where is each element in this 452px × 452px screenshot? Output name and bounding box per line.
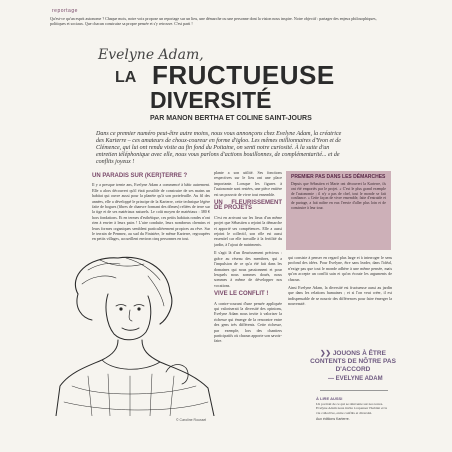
sidebar-box [286,171,391,250]
section-label: reportage [52,8,78,14]
title-kicker: Evelyne Adam, [98,47,204,63]
paragraph: plante a son utilité. Ses fonctions respectives sur le lieu ont une place importante. Lorsque les figures à l'autonomie sont restées, une pièce entière est un pouvoir de vivre tout ensemble. [214,170,282,197]
read-more-heading: À LIRE AUSSI [316,396,343,401]
pull-quote: ❯❯ JOUONS À ÊTRE CONTENTS DE NÔTRE PAS D'ACCORD [310,350,396,373]
pull-quote-author: — EVELYNE ADAM [328,376,383,382]
read-more-footer: Aux éditions Karterre. [316,417,350,421]
paragraph: qui consiste à penser en regard plus large et à interroger le sens profond des idées. Pour Evelyne, être sans leader, dans l'idéal, n'exige pas que tout le monde adhère à une même pensée, mais qu'on accepte un conflit sain et qu'on écoute les arguments de chacun. [288,255,392,282]
page-title: FRUCTUEUSE [152,60,335,90]
paragraph: Ainsi Evelyne Adam, la diversité est fructueuse aussi au jardin que dans les relations humaines ; et si l'on veut créer, il est indispensable de se nourrir des différences pour faire émerger la nouveauté. [288,285,392,307]
heading-projets: UN FLEURISSEMENT DE PROJETS [214,200,282,212]
paragraph: A contre-courant d'une pensée appliquée qui valoriserait la diversité des opinions, Evelyne Adam nous invite à valoriser la richesse qui émerge de la rencontre entre des gens très différents. Cette richesse, par exemple, lors des chantiers participatifs où chacun apporte son savoir-faire. [214,300,282,344]
divider [320,390,388,391]
heading-paradis: UN PARADIS SUR (KER)TERRE ? [92,173,188,179]
photo-credit: © Caroline Roussel [176,418,207,422]
standfirst: Dans ce premier numéro peut-être autre moins, nous vous annonçons chez Evelyne Adam, la créatrice des Karterre – ces amateurs de choux-coureur en forme d'igloo. Les mêmes millionnaires d'Yvon et de Clémence, qui lui ont rendu visite au fin fond du Poitaine, on senti notre curiosité. À la suite d'un entretien téléphonique avec elle, nous vous parlons d'actions bouillonnes, de complémentarité... et de conflits joyeux ! [96,131,342,165]
sidebar-text: Depuis que Sébastien et Marie ont découvert la Karterre, ils ont été emportés par le projet. « C'est le plus grand exemple de l'autonomie ; il n'y a pas de chef, tout le monde se fait confiance. » Cette façon de vivre ensemble, faite d'entraide et de partage, a fait naître en eux l'envie d'aller plus loin et de construire à leur tour. [291,182,386,210]
title-article: LA [115,69,137,86]
heading-conflit: VIVE LE CONFLIT ! [214,291,269,298]
read-more-box [316,397,392,422]
read-more-text: Un portrait de ce qui se réinvente sur nos terres. Evelyne Adam nous invite à repenser l'habitat et la vie collective, entre conflits et diversité. [316,401,387,415]
column-right [288,255,392,343]
page-subtitle: DIVERSITÉ [150,87,272,113]
portrait-illustration-icon [48,246,220,416]
paragraph: C'est en arrivant sur les lieux d'un même projet que Sébastien a rejoint la démarche et apporté ses compétences. Elle a aussi rejoint le collectif, son rôle est aussi essentiel car elle travaille à la fertilité du jardin, à l'ajout de nutriments. [214,214,282,247]
byline: PAR MANON BERTHA ET COLINE SAINT-JOURS [150,115,312,122]
chevron-right-icon: ❯❯ [320,350,331,357]
paragraph: Il s'agit là d'un fleurissement précieux : grâce au réseau des membres, qui a l'impulsion de ce qu'a été fait dans les domaines qui nous passionnent et pour lesquels nous sommes doués, nous sommes à même de développer nos vocations. [214,250,282,288]
intro-text: Qu'est-ce qu'un esprit autonome ? Chaque mois, notre voix propose un reportage sur un lieu, une démarche ou une personne dont la vision nous inspire. Notre objectif : partager des enjeux philosophiques, politiques et sociaux. Que chacun construise sa propre pensée et s'y retrouve. C'est parti ! [50,16,377,26]
paragraph: Il y a presque trente ans, Evelyne Adam a commencé à bâtir autrement. Elle a alors découvert qu'il était possible de construire de ses mains un habitat qui ouvre aussi pour la planète qu'à son portefeuille. Au fil des années, elle a développé le principe de la Karterre, cette technique légère faite de bogues (fibres de chanvre formant des dômes) reliées de terre sur la tige et de ses matériaux naturels. Le coût moyen de matériaux : 380 € hors fondations. Et en termes d'esthétique, ces petits habitats rondes n'ont rien à envier à leurs pairs ! L'aire conduite, leurs nombreux chemins et leurs formes organiques semblent particulièrement propices au rêve. Sur le terrain de Penmez, au sud du Finistère, le même Karterre, regroupées en petits villages, accueillent environ cinq personnes en tout. [92,182,210,242]
column-middle [214,170,282,420]
column-left [92,170,210,242]
sidebar-title: PREMIER PAS DANS LES DÉMARCHES [291,174,386,180]
